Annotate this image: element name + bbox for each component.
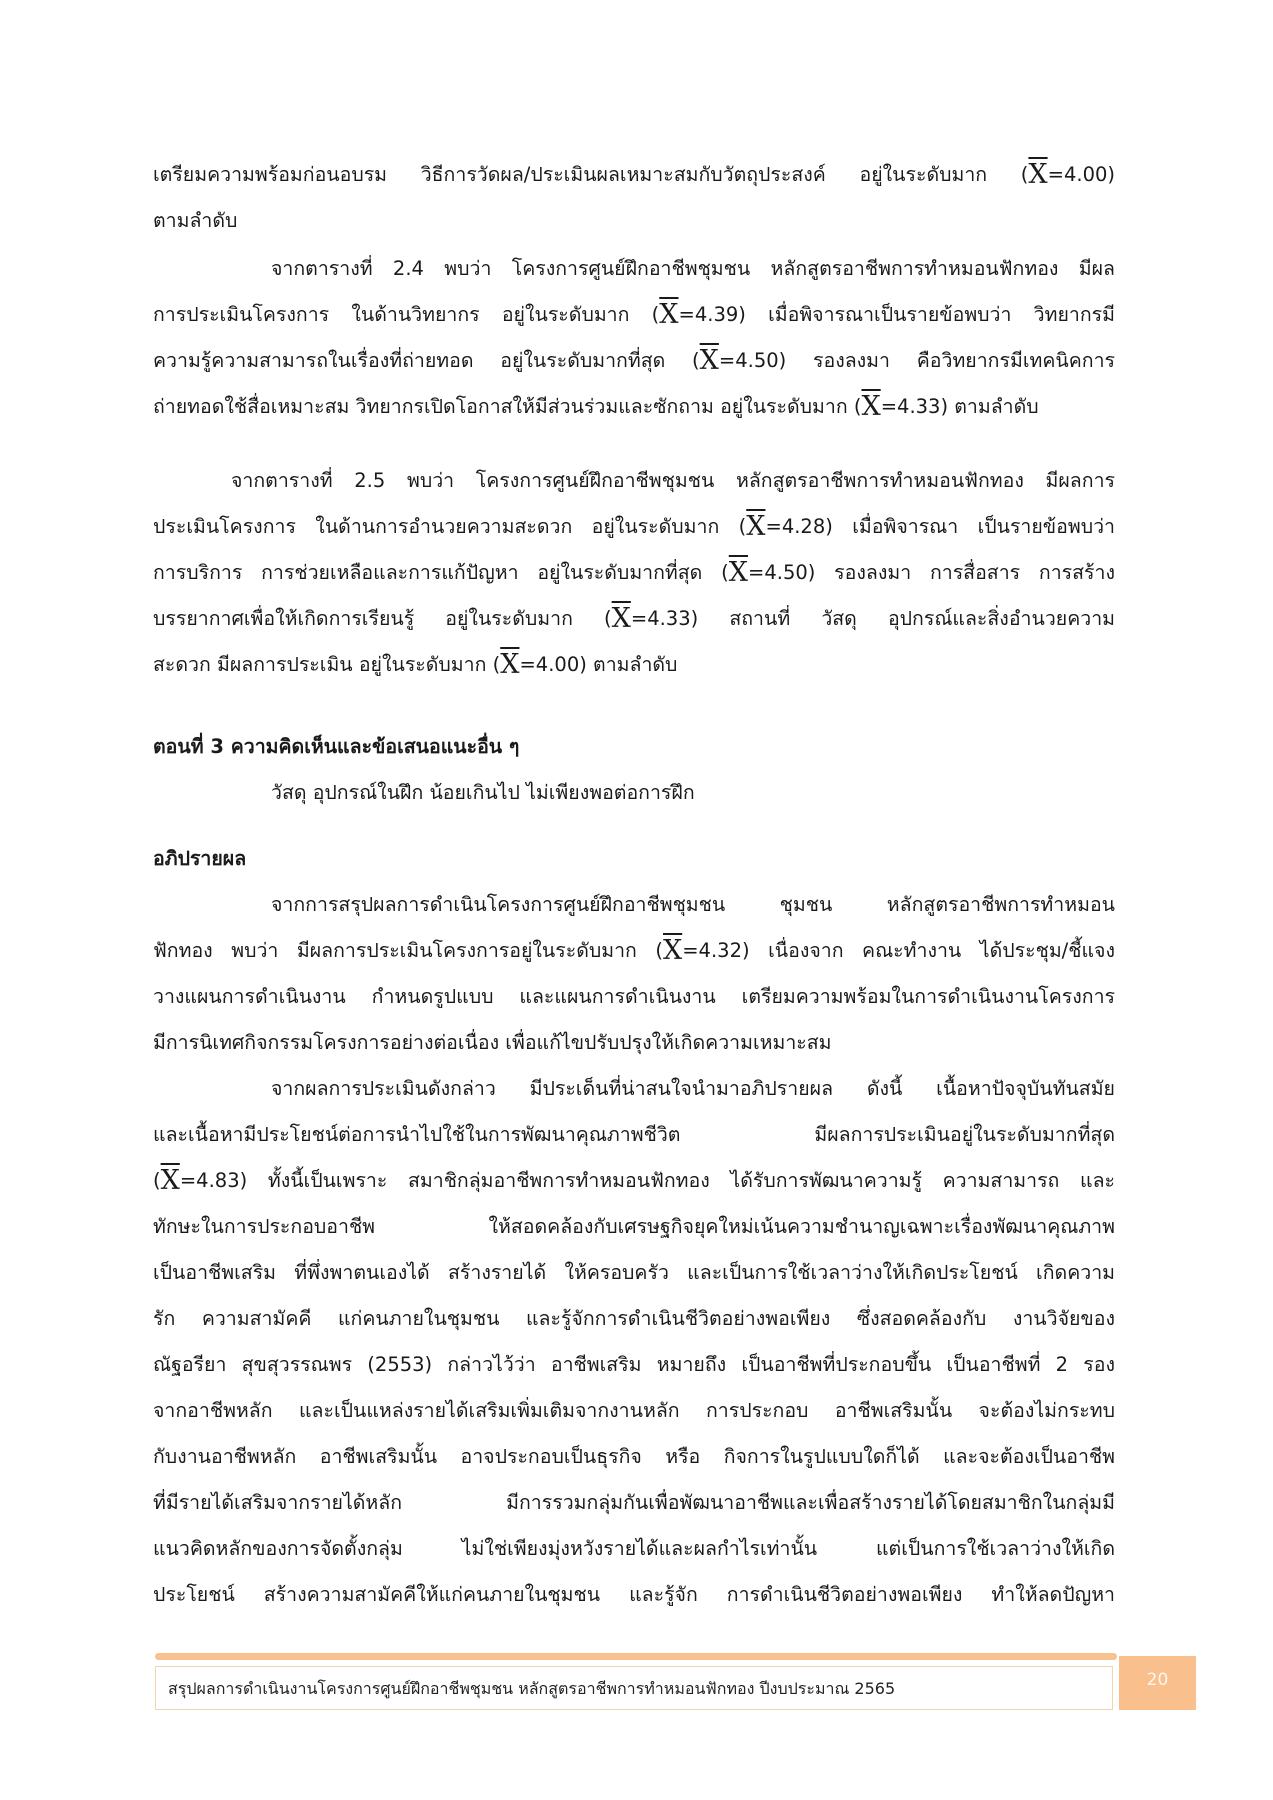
- mean-symbol: $\overline{X}$: [728, 557, 748, 588]
- text-line: จากการสรุปผลการดำเนินโครงการศูนย์ฝึกอาชีพชุมชน ชุมชน หลักสูตรอาชีพการทำหมอน: [271, 893, 1115, 916]
- text-line: เป็นอาชีพเสริม ที่พึ่งพาตนเองได้ สร้างรายได้ ให้ครอบครัว และเป็นการใช้เวลาว่างให้เกิดประโยชน์ เกิดความ: [153, 1261, 1115, 1284]
- text-line: [153, 928, 1115, 974]
- text-line: [153, 1158, 1115, 1204]
- text-line: [153, 642, 1115, 688]
- mean-symbol: $\overline{X}$: [500, 649, 520, 680]
- text-line: และเนื้อหามีประโยชน์ต่อการนำไปใช้ในการพัฒนาคุณภาพชีวิต มีผลการประเมินอยู่ในระดับมากที่สุด: [153, 1123, 1115, 1146]
- text-line: [153, 504, 1115, 550]
- text-line: [153, 338, 1115, 384]
- text-line: จากผลการประเมินดังกล่าว มีประเด็นที่น่าสนใจนำมาอภิปรายผล ดังนี้ เนื้อหาปัจจุบันทันสมัย: [271, 1077, 1115, 1100]
- text-line: [153, 292, 1115, 338]
- footer-title-box: [155, 1666, 1113, 1710]
- text-segment: =4.50) รองลงมา คือวิทยากรมีเทคนิคการ: [718, 349, 1115, 372]
- section-heading: อภิปรายผล: [153, 847, 247, 870]
- text-segment: การประเมินโครงการ ในด้านวิทยากร อยู่ในระดับมาก (: [153, 303, 660, 326]
- footer-title: สรุปผลการดำเนินงานโครงการศูนย์ฝึกอาชีพชุมชน หลักสูตรอาชีพการทำหมอนฟักทอง ปีงบประมาณ 2565: [168, 1679, 896, 1698]
- text-segment: =4.00): [1047, 163, 1115, 186]
- text-line: รัก ความสามัคคี แก่คนภายในชุมชน และรู้จักการดำเนินชีวิตอย่างพอเพียง ซึ่งสอดคล้องกับ งานวิจัยของ: [153, 1307, 1115, 1330]
- text-segment: ถ่ายทอดใช้สื่อเหมาะสม วิทยากรเปิดโอกาสให้มีส่วนร่วมและซักถาม อยู่ในระดับมาก (: [153, 395, 862, 418]
- text-segment: บรรยากาศเพื่อให้เกิดการเรียนรู้ อยู่ในระดับมาก (: [153, 607, 612, 630]
- text-line: [153, 596, 1115, 642]
- text-segment: การบริการ การช่วยเหลือและการแก้ปัญหา อยู่ในระดับมากที่สุด (: [153, 561, 729, 584]
- text-line: แนวคิดหลักของการจัดตั้งกลุ่ม ไม่ใช่เพียงมุ่งหวังรายได้และผลกำไรเท่านั้น แต่เป็นการใช้เวลาว่างให้เกิด: [153, 1537, 1115, 1560]
- text-segment: ฟักทอง พบว่า มีผลการประเมินโครงการอยู่ในระดับมาก (: [153, 939, 663, 962]
- text-segment: =4.00) ตามลำดับ: [519, 653, 678, 676]
- footer-accent-bar: [155, 1653, 1117, 1660]
- text-line: กับงานอาชีพหลัก อาชีพเสริมนั้น อาจประกอบเป็นธุรกิจ หรือ กิจการในรูปแบบใดก็ได้ และจะต้องเป็นอาชีพ: [153, 1445, 1115, 1468]
- text-segment: =4.28) เมื่อพิจารณา เป็นรายข้อพบว่า: [765, 515, 1115, 538]
- text-line: ตามลำดับ: [153, 209, 238, 232]
- text-segment: =4.83) ทั้งนี้เป็นเพราะ สมาชิกลุ่มอาชีพการทำหมอนฟักทอง ได้รับการพัฒนาความรู้ ความสามารถ และ: [179, 1169, 1115, 1192]
- text-line: จากตารางที่ 2.4 พบว่า โครงการศูนย์ฝึกอาชีพชุมชน หลักสูตรอาชีพการทำหมอนฟักทอง มีผล: [271, 257, 1115, 280]
- mean-symbol: $\overline{X}$: [611, 603, 631, 634]
- mean-symbol: $\overline{X}$: [659, 299, 679, 330]
- section-3: [153, 724, 1115, 816]
- text-line: [153, 550, 1115, 596]
- section-heading: ตอนที่ 3 ความคิดเห็นและข้อเสนอแนะอื่น ๆ: [153, 735, 520, 758]
- page-number: 20: [1146, 1670, 1169, 1690]
- text-line: วางแผนการดำเนินงาน กำหนดรูปแบบ และแผนการดำเนินงาน เตรียมความพร้อมในการดำเนินงานโครงการ: [153, 985, 1115, 1008]
- text-segment: ประเมินโครงการ ในด้านการอำนวยความสะดวก อยู่ในระดับมาก (: [153, 515, 747, 538]
- mean-symbol: $\overline{X}$: [1028, 159, 1048, 190]
- text-line: มีการนิเทศกิจกรรมโครงการอย่างต่อเนื่อง เพื่อแก้ไขปรับปรุงให้เกิดความเหมาะสม: [153, 1031, 832, 1054]
- section-text: วัสดุ อุปกรณ์ในฝึก น้อยเกินไป ไม่เพียงพอต่อการฝึก: [271, 781, 695, 804]
- text-segment: =4.39) เมื่อพิจารณาเป็นรายข้อพบว่า วิทยากรมี: [678, 303, 1115, 326]
- text-line: ณัฐอรียา สุขสุวรรณพร (2553) กล่าวไว้ว่า อาชีพเสริม หมายถึง เป็นอาชีพที่ประกอบขึ้น เป็นอาชีพที่ 2 รอง: [153, 1353, 1115, 1376]
- text-line: ทักษะในการประกอบอาชีพ ให้สอดคล้องกับเศรษฐกิจยุคใหม่เน้นความชำนาญเฉพาะเรื่องพัฒนาคุณภาพ: [153, 1215, 1115, 1238]
- paragraph-continuation: [153, 152, 1115, 244]
- text-segment: =4.32) เนื่องจาก คณะทำงาน ได้ประชุม/ชี้แจง: [682, 939, 1115, 962]
- text-line: จากตารางที่ 2.5 พบว่า โครงการศูนย์ฝึกอาชีพชุมชน หลักสูตรอาชีพการทำหมอนฟักทอง มีผลการ: [231, 469, 1115, 492]
- text-line: ประโยชน์ สร้างความสามัคคีให้แก่คนภายในชุมชน และรู้จัก การดำเนินชีวิตอย่างพอเพียง ทำให้ลดปัญหา: [153, 1583, 1115, 1606]
- paragraph-discussion-summary: [153, 882, 1115, 1066]
- text-segment: เตรียมความพร้อมก่อนอบรม วิธีการวัดผล/ประเมินผลเหมาะสมกับวัตถุประสงค์ อยู่ในระดับมาก (: [153, 163, 1029, 186]
- paragraph-table-2-4: [153, 246, 1115, 430]
- text-segment: =4.33) ตามลำดับ: [880, 395, 1039, 418]
- text-segment: สะดวก มีผลการประเมิน อยู่ในระดับมาก (: [153, 653, 501, 676]
- text-segment: =4.33) สถานที่ วัสดุ อุปกรณ์และสิ่งอำนวยความ: [630, 607, 1115, 630]
- text-line: จากอาชีพหลัก และเป็นแหล่งรายได้เสริมเพิ่มเติมจากงานหลัก การประกอบ อาชีพเสริมนั้น จะต้องไม่กระทบ: [153, 1399, 1115, 1422]
- mean-symbol: $\overline{X}$: [160, 1165, 180, 1196]
- page-number-box: [1119, 1656, 1196, 1710]
- mean-symbol: $\overline{X}$: [662, 935, 683, 966]
- text-segment: ความรู้ความสามารถในเรื่องที่ถ่ายทอด อยู่ในระดับมากที่สุด (: [153, 349, 700, 372]
- mean-symbol: $\overline{X}$: [861, 391, 881, 422]
- discussion-section: [153, 836, 1115, 882]
- text-line: [153, 152, 1115, 198]
- mean-symbol: $\overline{X}$: [746, 511, 766, 542]
- text-segment: (: [153, 1169, 161, 1192]
- mean-symbol: $\overline{X}$: [699, 345, 719, 376]
- paragraph-table-2-5: [153, 458, 1115, 688]
- text-line: [153, 384, 1115, 430]
- paragraph-discussion-detail: [153, 1066, 1115, 1618]
- text-line: ที่มีรายได้เสริมจากรายได้หลัก มีการรวมกลุ่มกันเพื่อพัฒนาอาชีพและเพื่อสร้างรายได้โดยสมาชิกในกลุ่มมี: [153, 1491, 1115, 1514]
- text-segment: =4.50) รองลงมา การสื่อสาร การสร้าง: [748, 561, 1116, 584]
